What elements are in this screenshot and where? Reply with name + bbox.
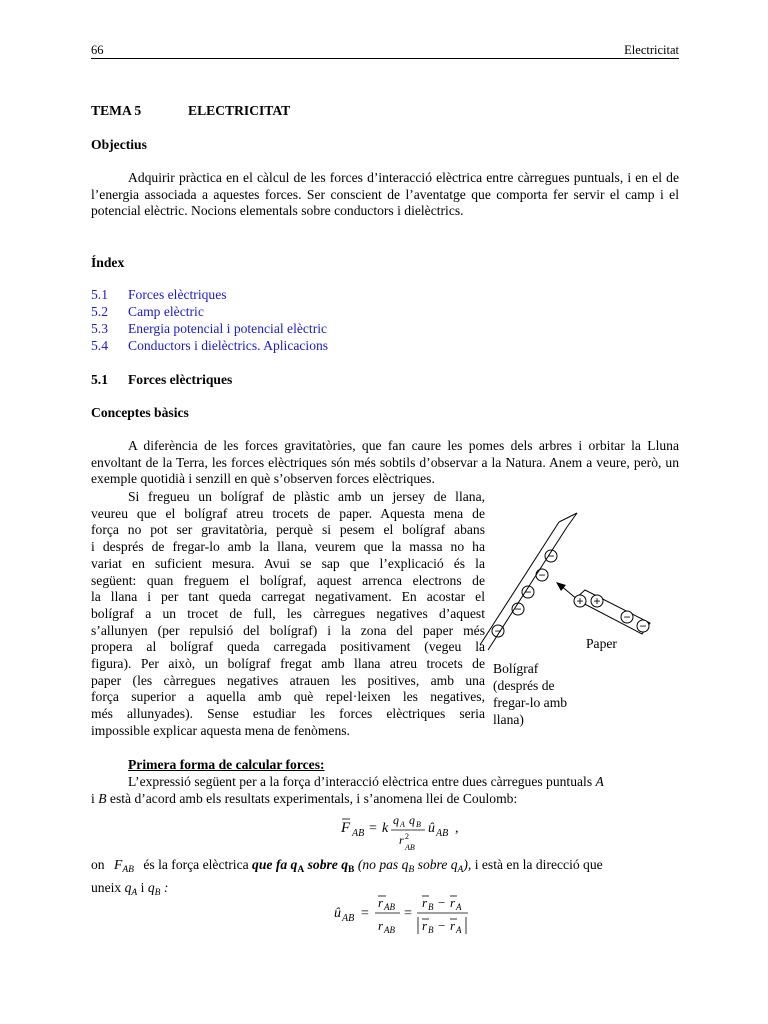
index-list (91, 287, 391, 355)
and-word: i (140, 880, 145, 895)
minus-sign: − (547, 549, 555, 563)
svg-text:r: r (378, 918, 384, 933)
paper-label: Paper (586, 636, 617, 651)
objectives-heading: Objectius (91, 137, 147, 152)
svg-text:=: = (404, 906, 412, 921)
index-item-number: 5.2 (91, 304, 108, 319)
svg-text:r: r (422, 895, 428, 910)
svg-text:AB: AB (405, 843, 415, 852)
on-word: on (91, 857, 105, 872)
text-line: Si fregueu un bolígraf de plàstic amb un jersey de llana, (128, 489, 485, 504)
coulomb-heading: Primera forma de calcular forces: (128, 757, 325, 772)
caption-line: (després de (493, 678, 555, 693)
text-line: veureu que el bolígraf atreu trocets de paper. Aquesta mena de (91, 505, 485, 521)
index-item-title[interactable]: Camp elèctric (128, 304, 204, 319)
q-b-symbol: $q_B$ : (147, 880, 169, 898)
svg-text:r: r (422, 918, 428, 933)
index-item-number: 5.4 (91, 338, 108, 353)
text-line: força no pot ser gravitatòria, perquè si pesem el bolígraf abans (91, 522, 485, 538)
bold-sub: B (348, 865, 355, 875)
svg-text:B: B (416, 820, 421, 829)
svg-text:AB: AB (436, 828, 449, 839)
svg-text:=: = (361, 906, 369, 921)
index-item-title[interactable]: Conductors i dielèctrics. Aplicacions (128, 338, 329, 353)
is-text: és la força elèctrica (143, 857, 249, 872)
pen-paper-figure (470, 505, 680, 680)
svg-text:−: − (438, 918, 446, 933)
basics-paragraph-1: A diferència de les forces gravitatòries, que fan caure les pomes dels arbres i orbitar la Lluna envoltant de la Terra, les forces elèctriques són més sobtils d’observar a la Natura. Anem a veure, però, un exemple quotidià i senzill en què s’observen forces elèctriques. (91, 438, 679, 487)
svg-text:k: k (382, 821, 389, 836)
text-line: força superior a aquella amb què repel·leixen les negatives, (91, 689, 485, 705)
svg-text:r: r (450, 895, 456, 910)
page-number: 66 (91, 43, 104, 57)
joins-text: uneix (91, 880, 122, 895)
text-line: s’allunyen (per repulsió del bolígraf) i la zona del paper més (91, 622, 485, 638)
minus-sign: − (623, 610, 631, 624)
plus-sign: + (593, 594, 601, 608)
svg-text:A: A (400, 820, 405, 829)
svg-text:B: B (428, 902, 434, 912)
objectives-text: Adquirir pràctica en el càlcul de les forces d’interacció elèctrica entre càrregues puntuals, i en el de l’energia associada a aquestes forces. Ser conscient de l’aventatge que comporta fer servir el camp i el potencial elèctric. Nocions elementals sobre conductors i dielèctrics. (91, 170, 679, 219)
intro-text: L’expressió següent per a la força d’interacció elèctrica entre dues càrregues puntuals (128, 774, 593, 789)
paren-text: (no pas q (357, 857, 409, 872)
svg-text:A: A (456, 925, 462, 935)
chapter-label: TEMA 5 (91, 103, 142, 118)
coulomb-intro-line-2 (91, 791, 517, 808)
symbol-A: A (595, 774, 604, 789)
direction-text: i està en la direcció que (474, 857, 603, 872)
svg-text:û: û (428, 821, 435, 836)
pen-caption (493, 660, 593, 728)
bold-part: que fa q (252, 857, 298, 872)
index-item[interactable] (91, 287, 391, 304)
text-line: paper (les càrregues negatives atrauen les positives, amb una (91, 672, 485, 688)
section-number: 5.1 (91, 372, 108, 387)
bold-sub: A (297, 865, 305, 875)
svg-text:r: r (378, 895, 384, 910)
paren-end: ), (463, 857, 472, 872)
unit-vector-formula (330, 893, 480, 937)
svg-text:q: q (393, 813, 399, 827)
index-heading: Índex (91, 255, 125, 270)
minus-sign: − (494, 624, 502, 638)
text-line: figura). Per això, un bolígraf fregat amb llana atreu trocets de (91, 656, 485, 672)
minus-sign: − (639, 619, 647, 633)
section-title: Forces elèctriques (128, 372, 233, 387)
index-item[interactable] (91, 338, 391, 355)
paren-sub: A (457, 865, 464, 875)
svg-text:A: A (456, 902, 462, 912)
symbol-B: B (98, 791, 107, 806)
index-item[interactable] (91, 321, 391, 338)
plus-sign: + (576, 594, 584, 608)
text-line: propera al bolígraf queda carregada positivament (vegeu la (91, 639, 485, 655)
index-item[interactable] (91, 304, 391, 321)
minus-sign: − (524, 585, 532, 599)
text-line: bolígraf a un trocet de full, les càrregues negatives d’aquest (91, 605, 485, 621)
svg-text:=: = (369, 821, 377, 836)
coulomb-formula (335, 810, 475, 854)
svg-text:r: r (450, 918, 456, 933)
text-line: variat en suficient mesura. Avui se sap que l’explicació és la (91, 555, 485, 571)
joins-line (91, 880, 168, 902)
paren-sub: B (408, 865, 415, 875)
basics-heading: Conceptes bàsics (91, 405, 189, 420)
text-line: següent: quan freguem el bolígraf, aquest arrenca electrons de (91, 572, 485, 588)
text-line: més allunyades). Sense estudiar les forces elèctriques seria (91, 706, 485, 722)
chapter-title: ELECTRICITAT (188, 103, 291, 118)
index-item-number: 5.3 (91, 321, 108, 336)
intro-text: i (91, 791, 95, 806)
text-line: i després de fregar-lo amb la llana, veurem que la massa no ha (91, 539, 485, 555)
svg-text:,: , (455, 821, 459, 836)
svg-text:AB: AB (384, 925, 395, 935)
caption-line: llana) (493, 712, 524, 727)
q-a-symbol: $q_A$ (124, 880, 138, 898)
svg-text:r: r (399, 833, 404, 847)
minus-sign: − (514, 602, 522, 616)
svg-text:AB: AB (384, 902, 395, 912)
svg-text:B: B (428, 925, 434, 935)
force-definition-line (91, 857, 679, 879)
text-line: la llana i per tant queda carregat negativament. En acostar el (91, 589, 485, 605)
running-title: Electricitat (624, 43, 679, 57)
svg-text:−: − (438, 895, 446, 910)
intro-text: està d’acord amb els resultats experimentals, i s’anomena llei de Coulomb: (109, 791, 518, 806)
caption-line: fregar-lo amb (493, 695, 568, 710)
svg-text:AB: AB (342, 913, 355, 924)
text-line: impossible explicar aquesta mena de fenòmens. (91, 722, 350, 738)
minus-sign: − (538, 568, 546, 582)
svg-text:û: û (334, 906, 341, 921)
force-symbol: $F_{AB}$ (114, 857, 134, 875)
index-item-number: 5.1 (91, 287, 108, 302)
svg-text:AB: AB (352, 828, 365, 839)
basics-paragraph-2 (91, 489, 485, 740)
index-item-title[interactable]: Energia potencial i potencial elèctric (128, 321, 328, 336)
svg-text:F: F (341, 820, 351, 836)
svg-text:q: q (409, 813, 415, 827)
page-header (91, 40, 679, 59)
svg-text:2: 2 (405, 832, 409, 841)
coulomb-intro-line-1 (128, 774, 604, 791)
index-item-title[interactable]: Forces elèctriques (128, 287, 227, 302)
caption-line: Bolígraf (493, 661, 539, 676)
bold-mid: sobre q (304, 857, 349, 872)
paren-mid: sobre q (414, 857, 458, 872)
